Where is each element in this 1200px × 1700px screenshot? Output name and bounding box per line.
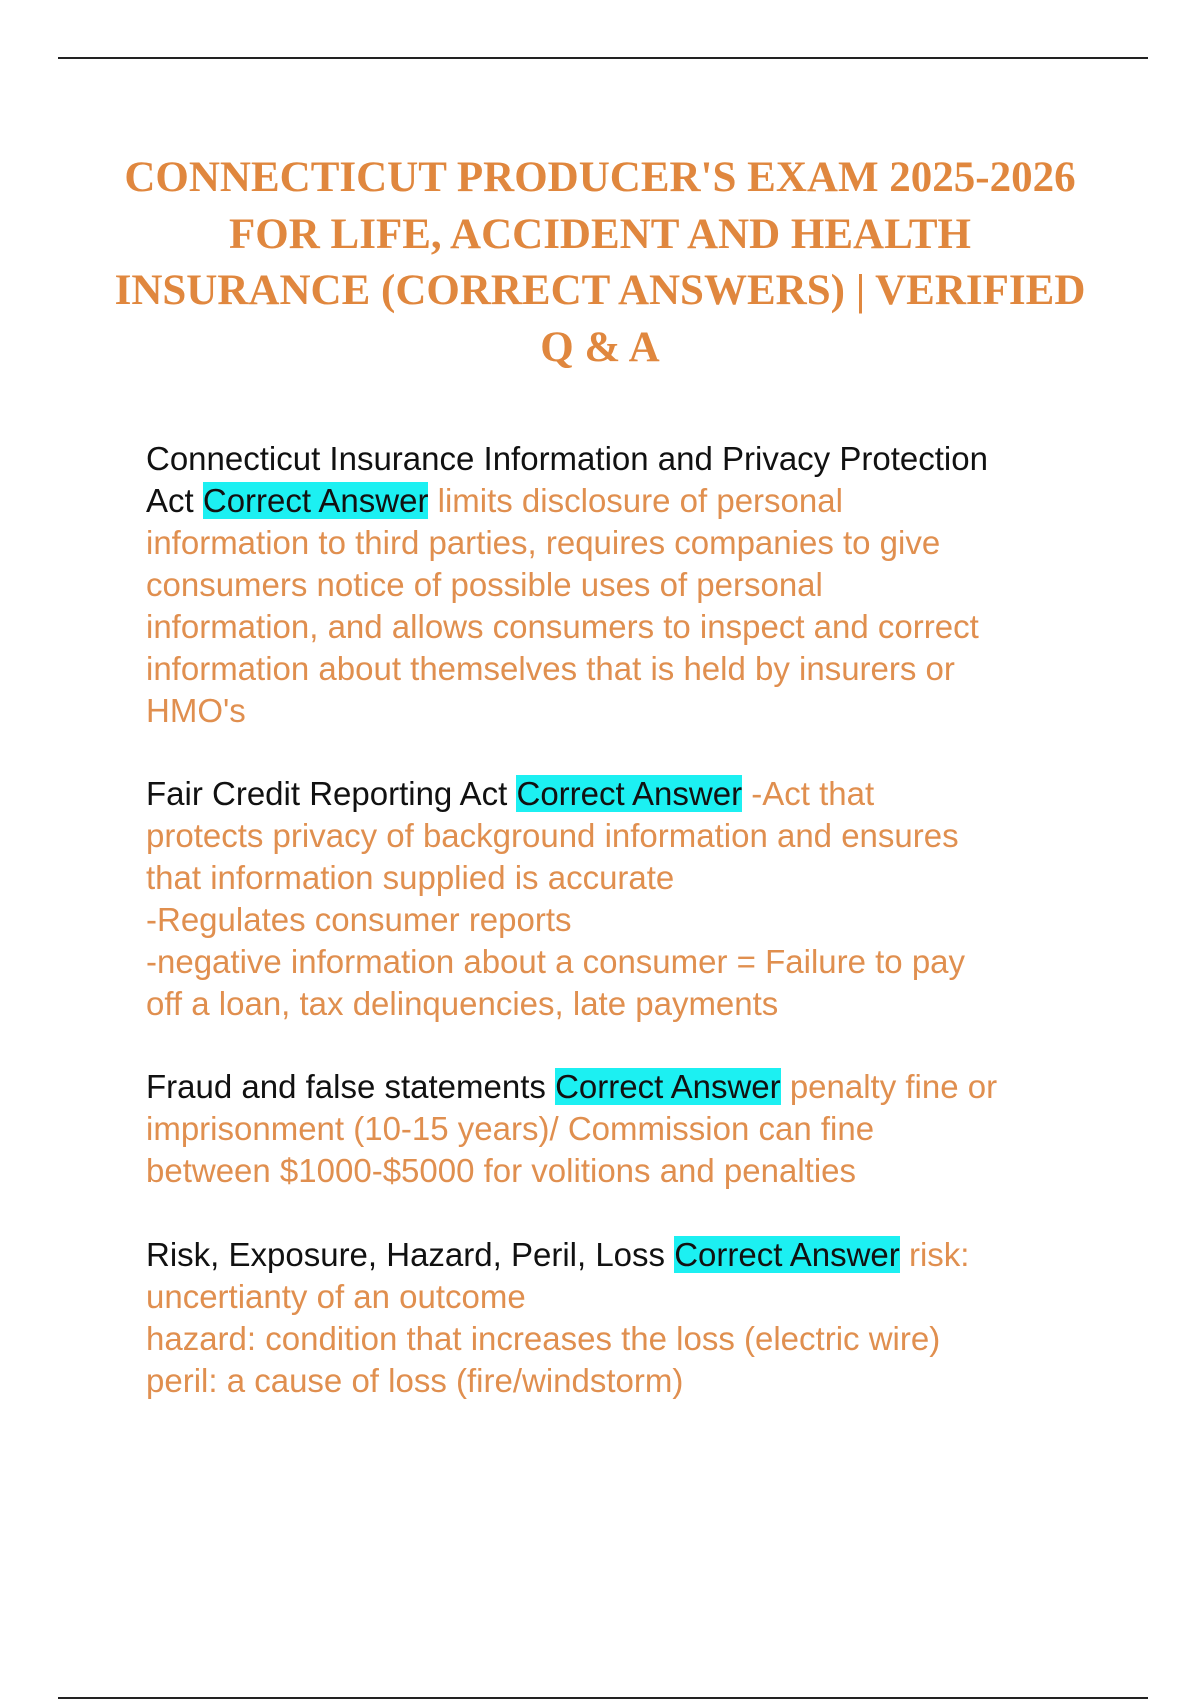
correct-answer-label: Correct Answer [516, 775, 743, 812]
question-term: Fair Credit Reporting Act [146, 775, 508, 812]
top-rule [58, 57, 1148, 59]
qa-item [146, 1234, 1146, 1402]
answer-text: risk: uncertianty of an outcome hazard: condition that increases the loss (electric wire) peril: a cause of loss (fire/windstorm) [146, 1236, 970, 1399]
qa-item [146, 1066, 1146, 1192]
answer-text: -Act that protects privacy of background information and ensures that information supplied is accurate -Regulates consumer reports -negative information about a consumer = Failure to pay off a loan, tax delinquencies, late payments [146, 775, 966, 1022]
question-term: Connecticut Insurance Information and Privacy Protection Act [146, 440, 988, 519]
answer-text: penalty fine or imprisonment (10-15 years)/ Commission can fine between $1000-$5000 for volitions and penalties [146, 1068, 998, 1189]
qa-item [146, 773, 1146, 1025]
correct-answer-label: Correct Answer [202, 482, 429, 519]
answer-text: limits disclosure of personal information to third parties, requires companies to give consumers notice of possible uses of personal information, and allows consumers to inspect and correct information about themselves that is held by insurers or HMO's [146, 482, 979, 729]
document-title: CONNECTICUT PRODUCER'S EXAM 2025-2026 FOR LIFE, ACCIDENT AND HEALTH INSURANCE (CORRECT ANSWERS) | VERIFIED Q & A [114, 154, 1086, 371]
question-term: Fraud and false statements [146, 1068, 546, 1105]
bottom-rule [58, 1697, 1148, 1699]
qa-item [146, 438, 1146, 732]
question-term: Risk, Exposure, Hazard, Peril, Loss [146, 1236, 666, 1273]
correct-answer-label: Correct Answer [555, 1068, 781, 1105]
correct-answer-label: Correct Answer [674, 1236, 900, 1273]
